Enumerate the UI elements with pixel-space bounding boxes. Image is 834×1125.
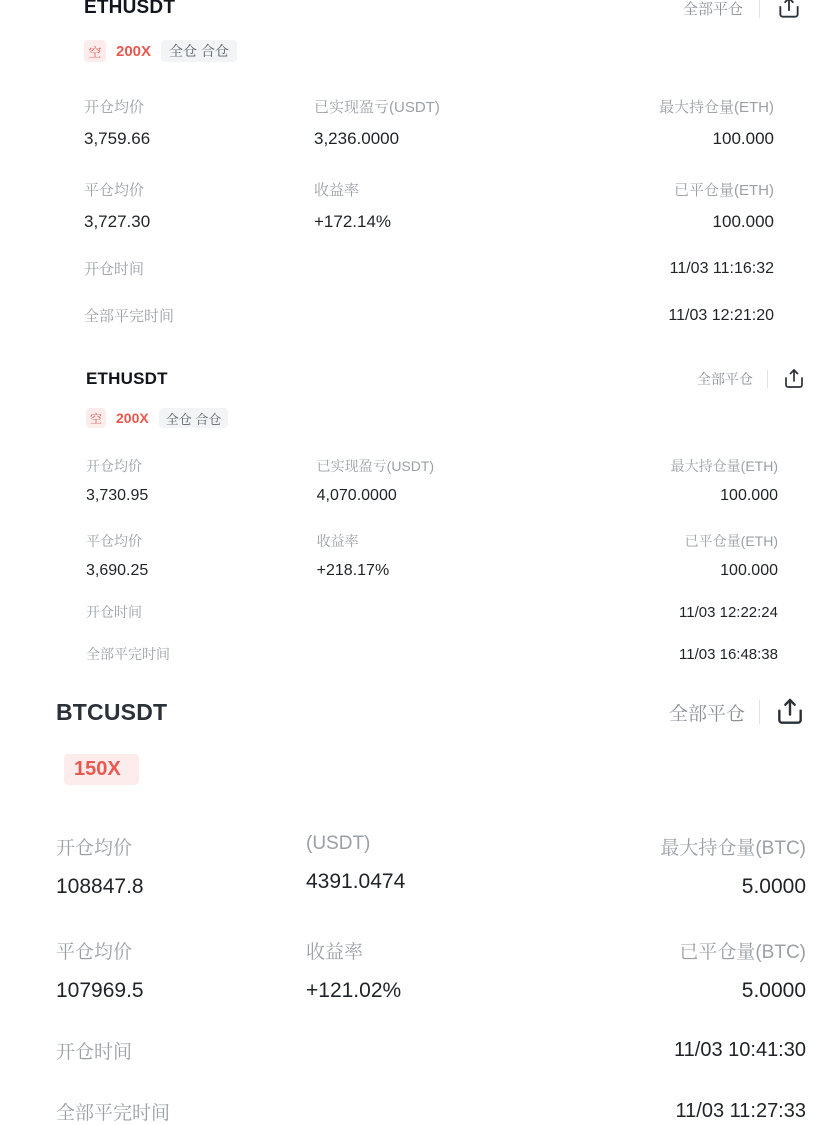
open-time-row [24, 258, 810, 279]
header-actions [697, 367, 806, 391]
position-tags [84, 40, 810, 62]
symbol-label: ETHUSDT [84, 0, 176, 18]
close-price-value: 3,690.25 [86, 562, 149, 579]
roi-label: 收益率 [316, 533, 359, 549]
margin-mode-tag: 全仓 合仓 [161, 40, 237, 62]
closed-qty-cell [556, 937, 806, 1003]
close-all-button[interactable]: 全部平仓 [697, 371, 753, 387]
roi-label: 收益率 [306, 942, 364, 963]
max-position-value: 5.0000 [741, 875, 806, 898]
close-price-value: 107969.5 [56, 979, 144, 1002]
closed-qty-value: 100.000 [712, 212, 774, 231]
share-icon[interactable] [782, 367, 806, 391]
entry-price-cell [84, 96, 314, 149]
position-card [0, 358, 834, 710]
max-position-cell [547, 456, 778, 505]
close-time-row [0, 644, 834, 664]
roi-value: +121.02% [306, 979, 402, 1002]
close-time-row [24, 305, 810, 326]
entry-price-label: 开仓均价 [86, 458, 142, 474]
divider [759, 0, 760, 18]
close-all-button[interactable]: 全部平仓 [668, 703, 745, 725]
max-position-label: 最大持仓量(ETH) [659, 99, 774, 116]
realized-pnl-cell [306, 833, 556, 899]
header-actions [683, 0, 802, 21]
entry-price-cell [56, 833, 306, 899]
entry-price-cell [86, 456, 317, 505]
close-time-value: 11/03 16:48:38 [679, 645, 778, 663]
symbol-label: BTCUSDT [56, 698, 168, 725]
max-position-cell [544, 96, 774, 149]
position-card-header [24, 0, 810, 30]
closed-qty-value: 5.0000 [741, 979, 806, 1002]
max-position-cell [556, 833, 806, 899]
entry-price-value: 108847.8 [56, 875, 144, 898]
closed-qty-value: 100.000 [720, 562, 778, 579]
close-time-label: 全部平完时间 [86, 646, 170, 662]
open-time-value: 11/03 11:16:32 [669, 259, 774, 277]
entry-price-label: 开仓均价 [56, 838, 133, 859]
header-actions [669, 696, 806, 728]
realized-pnl-value: 3,236.0000 [314, 129, 400, 148]
margin-mode-tag: 全仓 合仓 [159, 408, 229, 428]
max-position-value: 100.000 [720, 487, 778, 504]
position-metrics [24, 96, 810, 232]
leverage-tag: 150X [64, 754, 139, 785]
roi-cell [317, 531, 548, 580]
open-time-row [0, 1037, 834, 1064]
divider [759, 700, 760, 724]
roi-cell [314, 179, 544, 232]
close-price-value: 3,727.30 [84, 212, 151, 231]
close-price-cell [84, 179, 314, 232]
leverage-tag: 200X [116, 410, 149, 426]
realized-pnl-label: 已实现盈亏(USDT) [314, 99, 440, 116]
position-tags [64, 754, 834, 785]
roi-value: +218.17% [316, 562, 390, 579]
open-time-value: 11/03 12:22:24 [679, 603, 778, 621]
realized-pnl-cell [317, 456, 548, 505]
roi-value: +172.14% [314, 212, 392, 231]
max-position-value: 100.000 [712, 129, 774, 148]
close-time-label: 全部平完时间 [56, 1103, 171, 1124]
position-metrics [0, 456, 834, 580]
entry-price-label: 开仓均价 [84, 99, 145, 116]
closed-qty-label: 已平仓量(ETH) [674, 182, 774, 199]
open-time-value: 11/03 10:41:30 [674, 1039, 806, 1061]
max-position-label: 最大持仓量(BTC) [660, 838, 806, 859]
closed-qty-label: 已平仓量(BTC) [679, 942, 806, 963]
entry-price-value: 3,759.66 [84, 129, 151, 148]
position-metrics [0, 833, 834, 1003]
close-time-value: 11/03 11:27:33 [675, 1100, 806, 1122]
roi-label: 收益率 [314, 182, 360, 199]
close-price-label: 平仓均价 [84, 182, 145, 199]
realized-pnl-value: 4391.0474 [306, 870, 406, 893]
position-card-header [0, 686, 834, 738]
open-time-row [0, 602, 834, 622]
close-all-button[interactable]: 全部平仓 [682, 0, 743, 18]
leverage-tag: 200X [116, 42, 152, 60]
position-card-header [0, 358, 834, 400]
close-time-label: 全部平完时间 [84, 308, 175, 325]
roi-cell [306, 937, 556, 1003]
open-time-label: 开仓时间 [86, 604, 142, 620]
close-price-label: 平仓均价 [86, 533, 142, 549]
realized-pnl-label: (USDT) [306, 833, 371, 854]
position-card [0, 0, 834, 346]
share-icon[interactable] [776, 0, 802, 21]
divider [767, 370, 768, 388]
position-tags [86, 408, 834, 428]
realized-pnl-cell [314, 96, 544, 149]
closed-qty-label: 已平仓量(ETH) [684, 533, 778, 549]
close-price-cell [86, 531, 317, 580]
max-position-label: 最大持仓量(ETH) [670, 458, 778, 474]
close-price-cell [56, 937, 306, 1003]
share-icon[interactable] [774, 696, 806, 728]
close-price-label: 平仓均价 [56, 942, 133, 963]
side-tag: 空 [86, 408, 106, 428]
closed-qty-cell [544, 179, 774, 232]
close-time-value: 11/03 12:21:20 [668, 306, 774, 324]
symbol-label: ETHUSDT [86, 369, 168, 388]
position-card [0, 686, 834, 1124]
open-time-label: 开仓时间 [56, 1042, 133, 1063]
entry-price-value: 3,730.95 [86, 487, 149, 504]
side-tag: 空 [84, 40, 106, 62]
realized-pnl-label: 已实现盈亏(USDT) [316, 458, 435, 474]
closed-qty-cell [547, 531, 778, 580]
realized-pnl-value: 4,070.0000 [316, 487, 397, 504]
open-time-label: 开仓时间 [84, 261, 145, 278]
